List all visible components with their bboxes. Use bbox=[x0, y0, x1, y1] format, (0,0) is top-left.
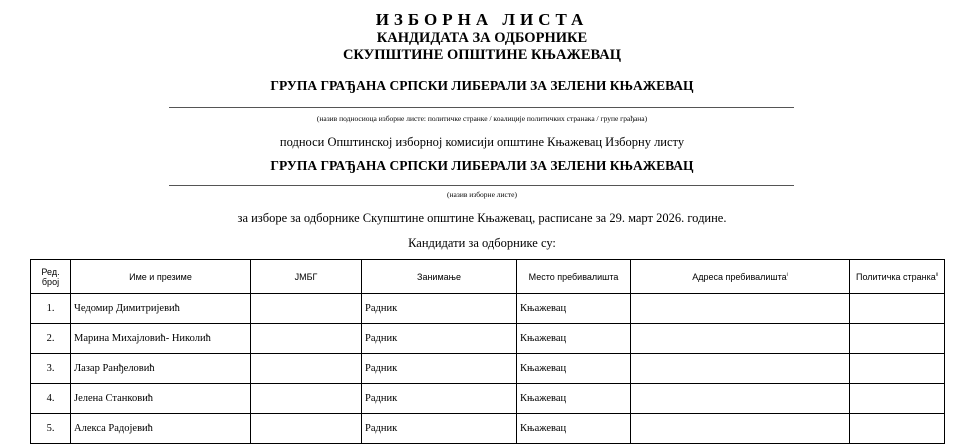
cell-name: Чедомир Димитријевић bbox=[71, 294, 251, 324]
list-caption: (назив изборне листе) bbox=[447, 190, 517, 199]
cell-party bbox=[850, 324, 945, 354]
cell-occupation: Радник bbox=[362, 324, 517, 354]
cell-jmbg bbox=[251, 414, 362, 444]
header-address-label: Адреса пребивалишта bbox=[692, 271, 787, 282]
address-footnote-mark: i bbox=[786, 271, 788, 278]
header-name: Име и презиме bbox=[71, 260, 251, 294]
table-row bbox=[31, 414, 945, 444]
document-subtitle-candidates: КАНДИДАТА ЗА ОДБОРНИКЕ bbox=[376, 30, 588, 46]
cell-num: 2. bbox=[31, 324, 71, 354]
cell-jmbg bbox=[251, 324, 362, 354]
document-subtitle-assembly: СКУПШТИНЕ ОПШТИНЕ КЊАЖЕВАЦ bbox=[342, 47, 622, 63]
party-footnote-mark: ii bbox=[935, 271, 938, 278]
cell-occupation: Радник bbox=[362, 294, 517, 324]
candidates-heading: Кандидати за одборнике су: bbox=[408, 236, 556, 250]
list-name: ГРУПА ГРАЂАНА СРПСКИ ЛИБЕРАЛИ ЗА ЗЕЛЕНИ КЊАЖЕВАЦ bbox=[270, 158, 694, 173]
table-row bbox=[31, 294, 945, 324]
cell-party bbox=[850, 354, 945, 384]
submits-text: подноси Општинској изборној комисији општине Књажевац Изборну листу bbox=[279, 135, 685, 149]
cell-address bbox=[631, 324, 850, 354]
cell-address bbox=[631, 354, 850, 384]
cell-address bbox=[631, 384, 850, 414]
table-row bbox=[31, 354, 945, 384]
cell-residence: Књажевац bbox=[517, 414, 631, 444]
cell-party bbox=[850, 414, 945, 444]
cell-jmbg bbox=[251, 384, 362, 414]
cell-address bbox=[631, 294, 850, 324]
cell-address bbox=[631, 414, 850, 444]
cell-num: 5. bbox=[31, 414, 71, 444]
election-text: за изборе за одборнике Скупштине општине Књажевац, расписане за 29. март 2026. године. bbox=[237, 211, 727, 225]
cell-party bbox=[850, 294, 945, 324]
table-row bbox=[31, 384, 945, 414]
cell-num: 4. bbox=[31, 384, 71, 414]
header-num: Ред. број bbox=[31, 260, 71, 294]
cell-occupation: Радник bbox=[362, 384, 517, 414]
header-residence: Место пребивалишта bbox=[517, 260, 631, 294]
cell-name: Јелена Станковић bbox=[71, 384, 251, 414]
header-party bbox=[850, 260, 945, 294]
header-address bbox=[631, 260, 850, 294]
cell-occupation: Радник bbox=[362, 354, 517, 384]
cell-num: 3. bbox=[31, 354, 71, 384]
submitter-name: ГРУПА ГРАЂАНА СРПСКИ ЛИБЕРАЛИ ЗА ЗЕЛЕНИ КЊАЖЕВАЦ bbox=[270, 78, 694, 93]
list-rule bbox=[169, 185, 794, 186]
submitter-caption: (назив подносиоца изборне листе: политичке странке / коалиције политичких странака / групе грађана) bbox=[316, 114, 648, 123]
candidates-table bbox=[30, 259, 945, 444]
header-jmbg: ЈМБГ bbox=[251, 260, 362, 294]
header-party-label: Политичка странка bbox=[855, 271, 936, 282]
cell-residence: Књажевац bbox=[517, 354, 631, 384]
cell-name: Алекса Радојевић bbox=[71, 414, 251, 444]
table-row bbox=[31, 324, 945, 354]
cell-name: Марина Михајловић- Николић bbox=[71, 324, 251, 354]
cell-name: Лазар Ранђеловић bbox=[71, 354, 251, 384]
cell-occupation: Радник bbox=[362, 414, 517, 444]
cell-residence: Књажевац bbox=[517, 384, 631, 414]
cell-jmbg bbox=[251, 354, 362, 384]
cell-jmbg bbox=[251, 294, 362, 324]
document-title: ИЗБОРНА ЛИСТА bbox=[375, 10, 589, 29]
header-occupation: Занимање bbox=[362, 260, 517, 294]
table-header-row bbox=[31, 260, 945, 294]
cell-num: 1. bbox=[31, 294, 71, 324]
cell-residence: Књажевац bbox=[517, 294, 631, 324]
cell-party bbox=[850, 384, 945, 414]
submitter-rule bbox=[169, 107, 794, 108]
cell-residence: Књажевац bbox=[517, 324, 631, 354]
